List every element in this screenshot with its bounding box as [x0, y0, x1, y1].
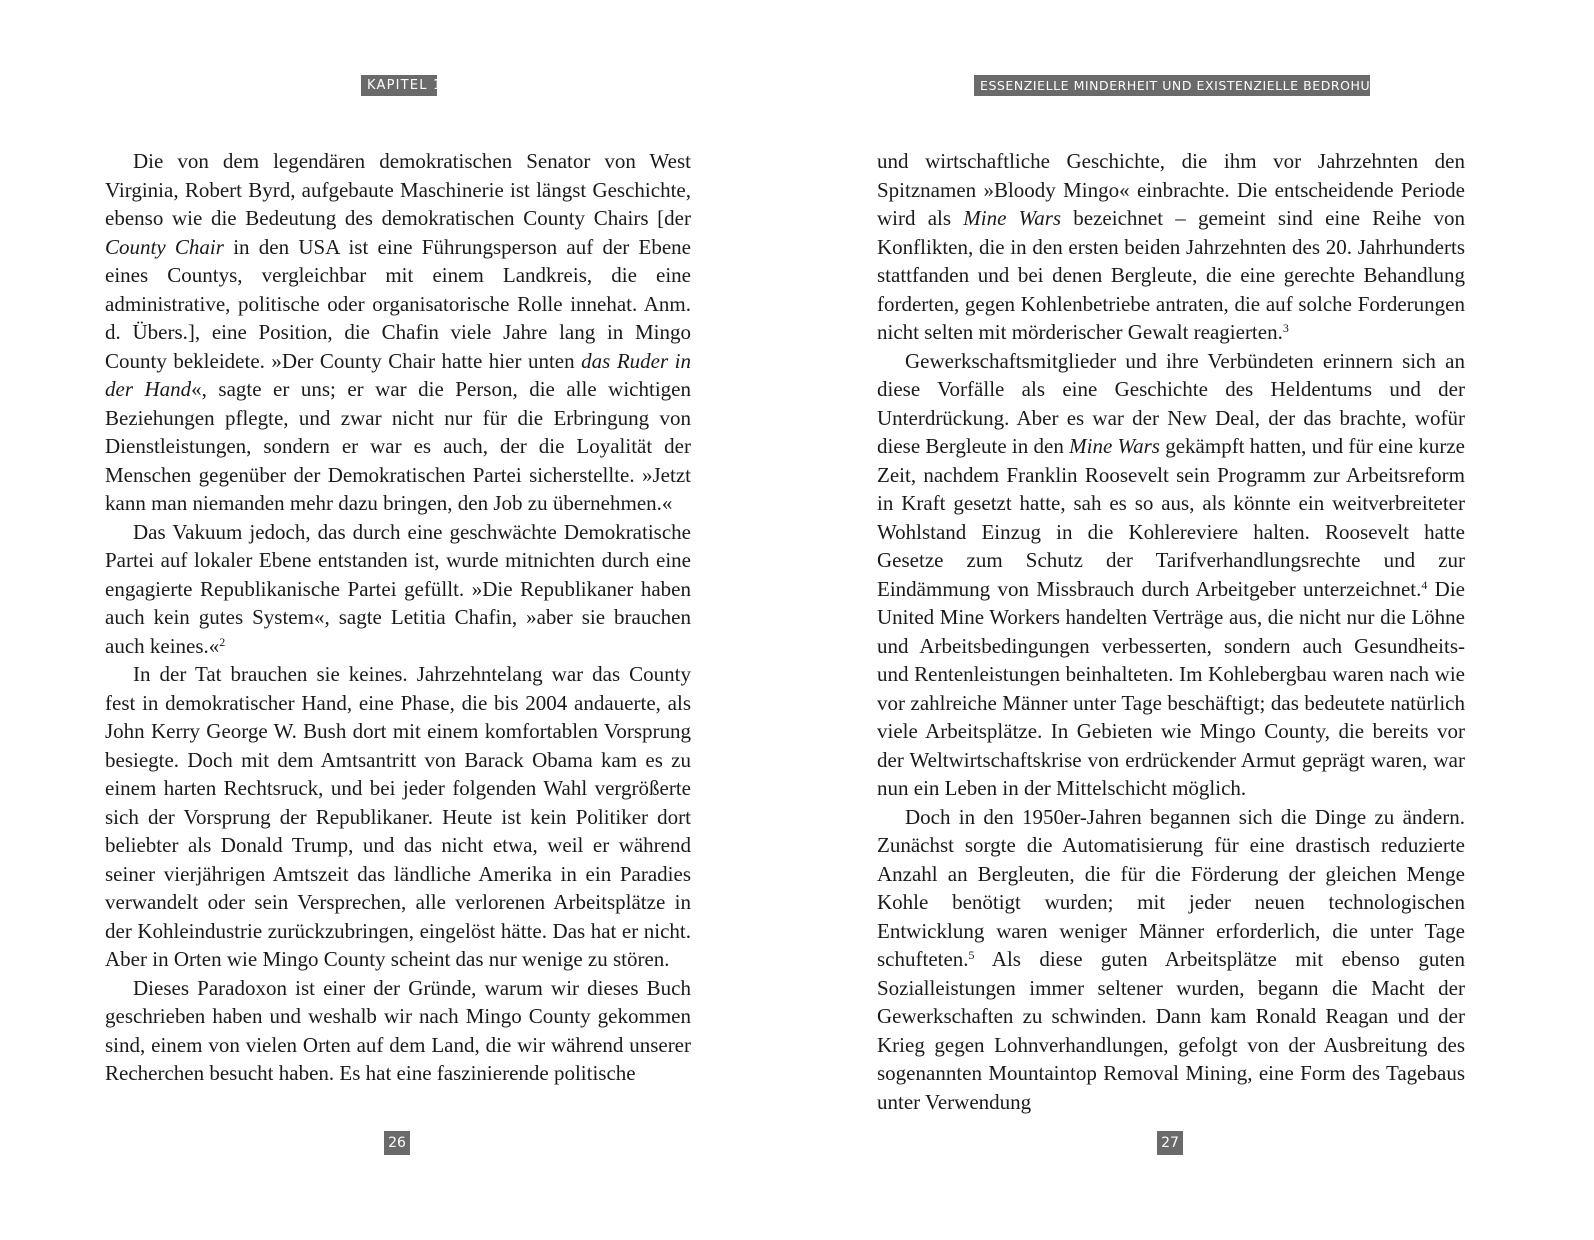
text-run: Das Vakuum jedoch, das durch eine geschwächte Demokratische Partei auf lokaler Ebene entstanden ist, wurde mitnichten durch eine engagierte Republikanische Partei gefüllt. »Die Republikaner haben auch kein gutes System«, sagte Letitia Chafin, »aber sie brauchen auch keines.« [105, 519, 691, 658]
italic-term: Mine Wars [1069, 434, 1160, 458]
paragraph [877, 803, 1465, 1117]
italic-term: County Chair [105, 234, 224, 259]
italic-term: das Ruder in der Hand [105, 348, 692, 401]
text-run: Die von dem legendären demokratischen Senator von West Virginia, Robert Byrd, aufgebaute Maschinerie ist längst Geschichte, ebenso wie die Bedeutung des demokratischen County Chairs [der [105, 149, 691, 230]
text-run: In der Tat brauchen sie keines. Jahrzehntelang war das County fest in demokratischer Hand, eine Phase, die bis 2004 andauerte, als John Kerry George W. Bush dort mit einem komfortablen Vorsprung besiegte. Doch mit dem Amtsantritt von Barack Obama kam es zu einem harten Rechtsruck, und bei jeder folgenden Wahl vergrößerte sich der Vorsprung der Republikaner. Heute ist kein Politiker dort beliebter als Donald Trump, und das nicht etwa, weil er während seiner vierjährigen Amtszeit das ländliche Amerika in ein Paradies verwandelt oder sein Versprechen, alle verlorenen Arbeitsplätze in der Kohleindustrie zurückzubringen, eingelöst hätte. Das hat er nicht. Aber in Orten wie Mingo County scheint das nur wenige zu stören. [105, 662, 691, 971]
text-run: und wirtschaftliche Geschichte, die ihm vor Jahrzehnten den Spitznamen »Bloody Mingo« einbrachte. Die entscheidende Periode wird als [877, 149, 1465, 230]
text-run: «, sagte er uns; er war die Person, die alle wichtigen Beziehungen pflegte, und zwar nicht nur für die Erbringung von Dienstleistungen, sondern er war es auch, der die Loyalität der Menschen gegenüber der Demokratischen Partei sicherstellte. »Jetzt kann man niemanden mehr dazu bringen, den Job zu übernehmen.« [105, 377, 691, 515]
italic-term: Mine Wars [963, 206, 1062, 230]
text-run: Die United Mine Workers handelten Verträge aus, die nicht nur die Löhne und Arbeitsbedingungen verbesserten, sondern auch Gesundheits- und Rentenleistungen beinhalteten. Im Kohlebergbau waren nach wie vor zahlreiche Männer unter Tage beschäftigt; das bedeutete natürlich viele Arbeitsplätze. In Gebieten wie Mingo County, die bereits vor der Weltwirtschaftskrise von erdrückender Armut geprägt waren, war nun ein Leben in der Mittelschicht möglich. [877, 576, 1465, 800]
footnote-reference: 5 [968, 948, 975, 962]
running-head-right: ESSENZIELLE MINDERHEIT UND EXISTENZIELLE BEDROHUNG [974, 75, 1370, 96]
text-run: Gewerkschaftsmitglieder und ihre Verbündeten erinnern sich an diese Vorfälle als eine Geschichte des Heldentums und der Unterdrückung. Aber es war der New Deal, der das brachte, wofür diese Bergleute in den [877, 348, 1465, 458]
right-page [797, 0, 1594, 1240]
paragraph [877, 347, 1465, 803]
paragraph [105, 518, 691, 661]
page-number-right: 27 [1157, 1131, 1183, 1155]
paragraph [105, 147, 691, 518]
running-head-left: KAPITEL 1 [361, 75, 437, 96]
footnote-reference: 2 [219, 634, 226, 649]
text-run: gekämpft hatten, und für eine kurze Zeit, nachdem Franklin Roosevelt sein Programm zur Arbeitsreform in Kraft gesetzt hatte, sah es so aus, als könnte ein weitverbreiteter Wohlstand Einzug in die Kohlereviere halten. Roosevelt hatte Gesetze zum Schutz der Tarifverhandlungsrechte und zur Eindämmung von Missbrauch durch Arbeitgeber unterzeichnet. [877, 434, 1465, 601]
body-text-left [105, 147, 691, 1088]
body-text-right [877, 147, 1465, 1116]
paragraph [105, 660, 691, 974]
footnote-reference: 3 [1282, 321, 1289, 335]
text-run: Dieses Paradoxon ist einer der Gründe, warum wir dieses Buch geschrieben haben und weshalb wir nach Mingo County gekommen sind, einem von vielen Orten auf dem Land, die wir während unserer Recherchen besucht haben. Es hat eine faszinierende politische [105, 975, 691, 1085]
paragraph [877, 147, 1465, 347]
text-run: in den USA ist eine Führungsperson auf der Ebene eines Countys, vergleichbar mit einem Landkreis, die eine administrative, politische oder organisatorische Rolle innehat. Anm. d. Übers.], eine Position, die Chafin viele Jahre lang in Mingo County bekleidete. »Der County Chair hatte hier unten [105, 234, 691, 373]
paragraph [105, 974, 691, 1088]
footnote-reference: 4 [1421, 577, 1428, 592]
text-run: bezeichnet – gemeint sind eine Reihe von Konflikten, die in den ersten beiden Jahrzehnten des 20. Jahrhunderts stattfanden und bei denen Bergleute, die eine gerechte Behandlung forderten, gegen Kohlenbetriebe antraten, die auf solche Forderungen nicht selten mit mörderischer Gewalt reagierten. [877, 206, 1465, 344]
page-number-left: 26 [384, 1131, 410, 1155]
text-run: Als diese guten Arbeitsplätze mit ebenso guten Sozialleistungen immer seltener wurden, begann die Macht der Gewerkschaften zu schwinden. Dann kam Ronald Reagan und der Krieg gegen Lohnverhandlungen, gefolgt von der Ausbreitung des sogenannten Mountaintop Removal Mining, eine Form des Tagebaus unter Verwendung [877, 947, 1465, 1114]
text-run: Doch in den 1950er-Jahren begannen sich die Dinge zu ändern. Zunächst sorgte die Automatisierung für eine drastisch reduzierte Anzahl an Bergleuten, die für die Förderung der gleichen Menge Kohle benötigt wurden; mit jeder neuen technologischen Entwicklung waren weniger Männer erforderlich, die unter Tage schufteten. [877, 804, 1465, 971]
